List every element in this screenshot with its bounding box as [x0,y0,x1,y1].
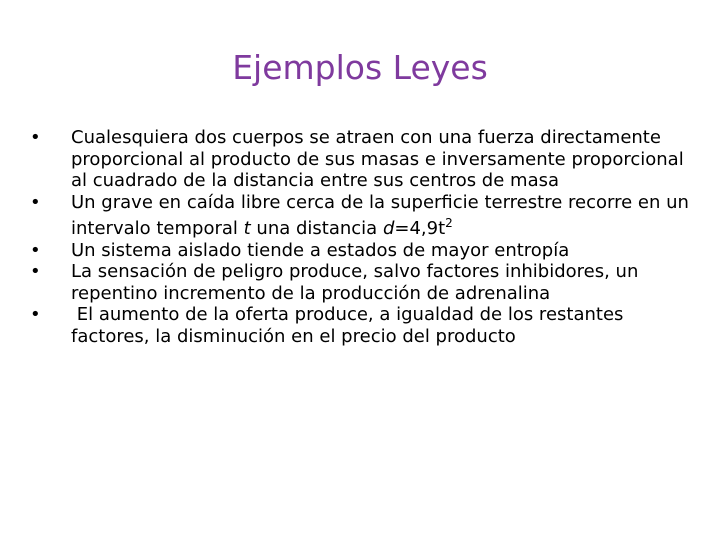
bullet-text: El aumento de la oferta produce, a igualdad de los restantes factores, la disminución en el precio del producto [71,304,630,347]
bullet-item-free-fall [30,192,700,240]
bullet-text: La sensación de peligro produce, salvo factores inhibidores, un repentino incremento de la producción de adrenalina [71,261,639,304]
variable-t: t [243,218,251,239]
bullet-text-part: una distancia [250,218,383,239]
bullet-item-adrenaline [30,261,700,304]
bullet-item-supply [30,304,700,347]
formula-text: =4,9t [394,218,446,239]
bullet-icon: • [30,304,41,325]
bullet-icon: • [30,261,41,282]
bullet-icon: • [30,191,41,213]
bullet-text [71,192,689,240]
formula-exponent: 2 [445,216,453,230]
bullet-item-entropy [30,240,700,262]
bullet-list [30,127,700,347]
variable-d: d [382,218,395,239]
slide-title: Ejemplos Leyes [232,48,488,87]
bullet-text: Cualesquiera dos cuerpos se atraen con una fuerza directamente proporcional al producto de sus masas e inversamente proporcional al cuadrado de la distancia entre sus centros de masa [71,127,684,191]
bullet-icon: • [30,239,41,261]
bullet-text-part: Un grave en caída libre cerca de la superficie terrestre recorre en un intervalo temporal [71,191,689,239]
bullet-icon: • [30,127,41,148]
bullet-text: Un sistema aislado tiende a estados de mayor entropía [71,239,570,261]
bullet-item-gravitation [30,127,700,192]
